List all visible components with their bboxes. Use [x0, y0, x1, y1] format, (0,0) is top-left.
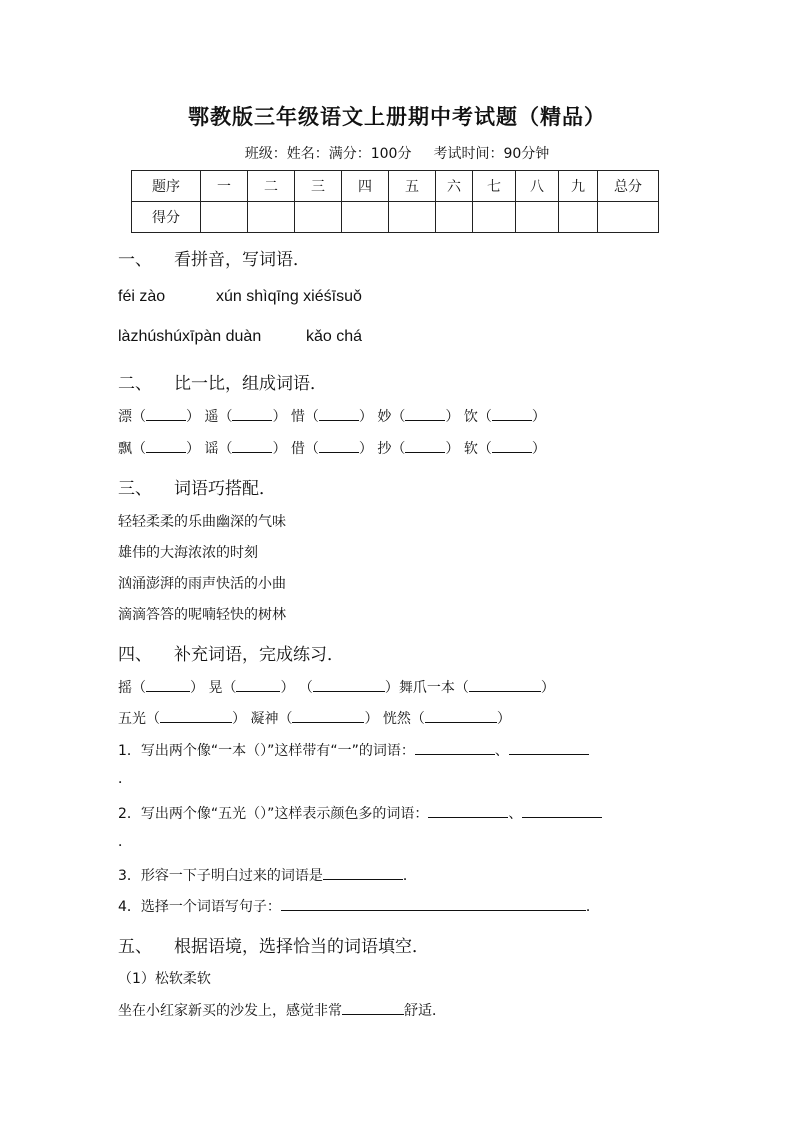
- sentence-part: 坐在小红家新买的沙发上，感觉非常: [118, 1003, 342, 1019]
- period: ．: [585, 899, 600, 915]
- compare-row-1: 漂（ ） 遥（ ） 惜（ ） 妙（ ） 饮（ ）: [118, 406, 546, 426]
- answer-blank[interactable]: [313, 677, 385, 692]
- section-2-heading: [118, 369, 327, 394]
- question-4: [118, 896, 600, 916]
- section-1-heading: [118, 245, 310, 270]
- section-4-heading: [118, 640, 344, 665]
- score-cell[interactable]: [248, 202, 295, 233]
- score-header-cell: 二: [248, 171, 295, 202]
- exam-info-left: 班级：姓名：满分：100分: [244, 146, 412, 162]
- answer-blank[interactable]: [405, 406, 445, 421]
- score-header-cell: 五: [389, 171, 436, 202]
- score-cell[interactable]: [598, 202, 659, 233]
- score-table-score-row: [132, 202, 659, 233]
- answer-blank[interactable]: [319, 406, 359, 421]
- pinyin-line-1: [118, 288, 362, 306]
- score-cell[interactable]: [342, 202, 389, 233]
- char: 惜: [290, 409, 305, 425]
- score-header-cell: 九: [559, 171, 598, 202]
- section-number: 四、: [118, 645, 152, 665]
- score-cell[interactable]: [473, 202, 516, 233]
- section-title: 比一比，组成词语．: [174, 374, 327, 394]
- char: 妙: [377, 409, 392, 425]
- section-number: 三、: [118, 479, 152, 499]
- answer-blank[interactable]: [415, 740, 495, 755]
- word-prefix: 舞爪一本: [398, 680, 455, 696]
- score-cell[interactable]: [436, 202, 473, 233]
- score-header-cell: 六: [436, 171, 473, 202]
- score-header-cell: 三: [295, 171, 342, 202]
- section-3-heading: [118, 474, 276, 499]
- question-text: 2．写出两个像“五光（）”这样表示颜色多的词语：: [118, 806, 429, 822]
- answer-blank[interactable]: [342, 1000, 404, 1015]
- question-1: [118, 740, 589, 760]
- word-prefix: 晃: [208, 680, 223, 696]
- word-prefix: 五光: [118, 711, 146, 727]
- char: 抄: [377, 441, 392, 457]
- answer-blank[interactable]: [469, 677, 541, 692]
- section-title: 补充词语，完成练习．: [174, 645, 344, 665]
- period: ．: [402, 868, 417, 884]
- pinyin-item: làzhúshúxīpàn duàn: [118, 328, 262, 345]
- compare-row-2: 飘（ ） 谣（ ） 借（ ） 抄（ ） 软（ ）: [118, 438, 546, 458]
- match-line: 滴滴答答的呢喃轻快的树林: [118, 607, 286, 623]
- word-prefix: 摇: [118, 680, 132, 696]
- score-cell[interactable]: [516, 202, 559, 233]
- answer-blank[interactable]: [492, 438, 532, 453]
- section-5-heading: [118, 932, 429, 957]
- char: 谣: [204, 441, 219, 457]
- answer-blank[interactable]: [509, 740, 589, 755]
- word-prefix: 恍然: [382, 711, 411, 727]
- score-cell[interactable]: [295, 202, 342, 233]
- exam-info: [0, 143, 794, 163]
- score-header-cell: 四: [342, 171, 389, 202]
- separator: 、: [508, 806, 523, 822]
- answer-blank[interactable]: [146, 438, 186, 453]
- question-3: [118, 865, 417, 885]
- separator: 、: [494, 743, 509, 759]
- question-text: 4．选择一个词语写句子：: [118, 899, 281, 915]
- score-cell[interactable]: [389, 202, 436, 233]
- char: 飘: [118, 441, 132, 457]
- char: 漂: [118, 409, 132, 425]
- exam-info-right: 考试时间：90分钟: [433, 146, 550, 162]
- fill-row-1: 摇（ ） 晃（ ） （ ）舞爪一本（ ）: [118, 677, 555, 697]
- char: 饮: [463, 409, 478, 425]
- answer-blank[interactable]: [292, 708, 364, 723]
- section-title: 看拼音，写词语．: [174, 250, 310, 270]
- word-prefix: 凝神: [250, 711, 279, 727]
- fill-row-2: 五光（ ） 凝神（ ） 恍然（ ）: [118, 708, 511, 728]
- char: 软: [463, 441, 478, 457]
- pinyin-item: féi zào: [118, 288, 166, 305]
- char: 遥: [204, 409, 219, 425]
- score-header-cell: 一: [201, 171, 248, 202]
- answer-blank[interactable]: [428, 803, 508, 818]
- subquestion-label: （1）松软柔软: [118, 971, 211, 987]
- answer-blank[interactable]: [160, 708, 232, 723]
- answer-blank[interactable]: [425, 708, 497, 723]
- score-header-cell: 题序: [132, 171, 201, 202]
- section-title: 词语巧搭配．: [174, 479, 276, 499]
- question-2: [118, 803, 602, 823]
- match-line: 汹涌澎湃的雨声快活的小曲: [118, 576, 286, 592]
- answer-blank[interactable]: [405, 438, 445, 453]
- score-row-label: 得分: [132, 202, 201, 233]
- score-cell[interactable]: [201, 202, 248, 233]
- match-line: 雄伟的大海浓浓的时刻: [118, 545, 258, 561]
- score-header-cell: 七: [473, 171, 516, 202]
- pinyin-line-2: [118, 328, 362, 346]
- char: 借: [290, 441, 305, 457]
- section-number: 五、: [118, 937, 152, 957]
- context-sentence: [118, 1000, 446, 1020]
- section-title: 根据语境，选择恰当的词语填空．: [174, 937, 429, 957]
- section-number: 二、: [118, 374, 152, 394]
- section-number: 一、: [118, 250, 152, 270]
- answer-blank[interactable]: [323, 865, 403, 880]
- match-line: 轻轻柔柔的乐曲幽深的气味: [118, 514, 286, 530]
- score-header-cell: 八: [516, 171, 559, 202]
- pinyin-item: kǎo chá: [306, 328, 363, 345]
- answer-blank[interactable]: [146, 677, 190, 692]
- answer-blank[interactable]: [492, 406, 532, 421]
- score-header-cell: 总分: [598, 171, 659, 202]
- answer-blank[interactable]: [281, 896, 586, 911]
- answer-blank[interactable]: [146, 406, 186, 421]
- score-table: [131, 170, 659, 233]
- answer-blank[interactable]: [522, 803, 602, 818]
- question-2-period: ．: [118, 834, 132, 850]
- answer-blank[interactable]: [236, 677, 280, 692]
- question-text: 3．形容一下子明白过来的词语是: [118, 868, 323, 884]
- sentence-part: 舒适．: [404, 1003, 446, 1019]
- answer-blank[interactable]: [319, 438, 359, 453]
- question-text: 1．写出两个像“一本（）”这样带有“一”的词语：: [118, 743, 415, 759]
- answer-blank[interactable]: [232, 406, 272, 421]
- score-table-header-row: [132, 171, 659, 202]
- page-title: 鄂教版三年级语文上册期中考试题（精品）: [188, 104, 606, 129]
- answer-blank[interactable]: [232, 438, 272, 453]
- question-1-period: ．: [118, 771, 132, 787]
- score-cell[interactable]: [559, 202, 598, 233]
- pinyin-item: xún shìqīng xiéśīsuǒ: [216, 288, 362, 305]
